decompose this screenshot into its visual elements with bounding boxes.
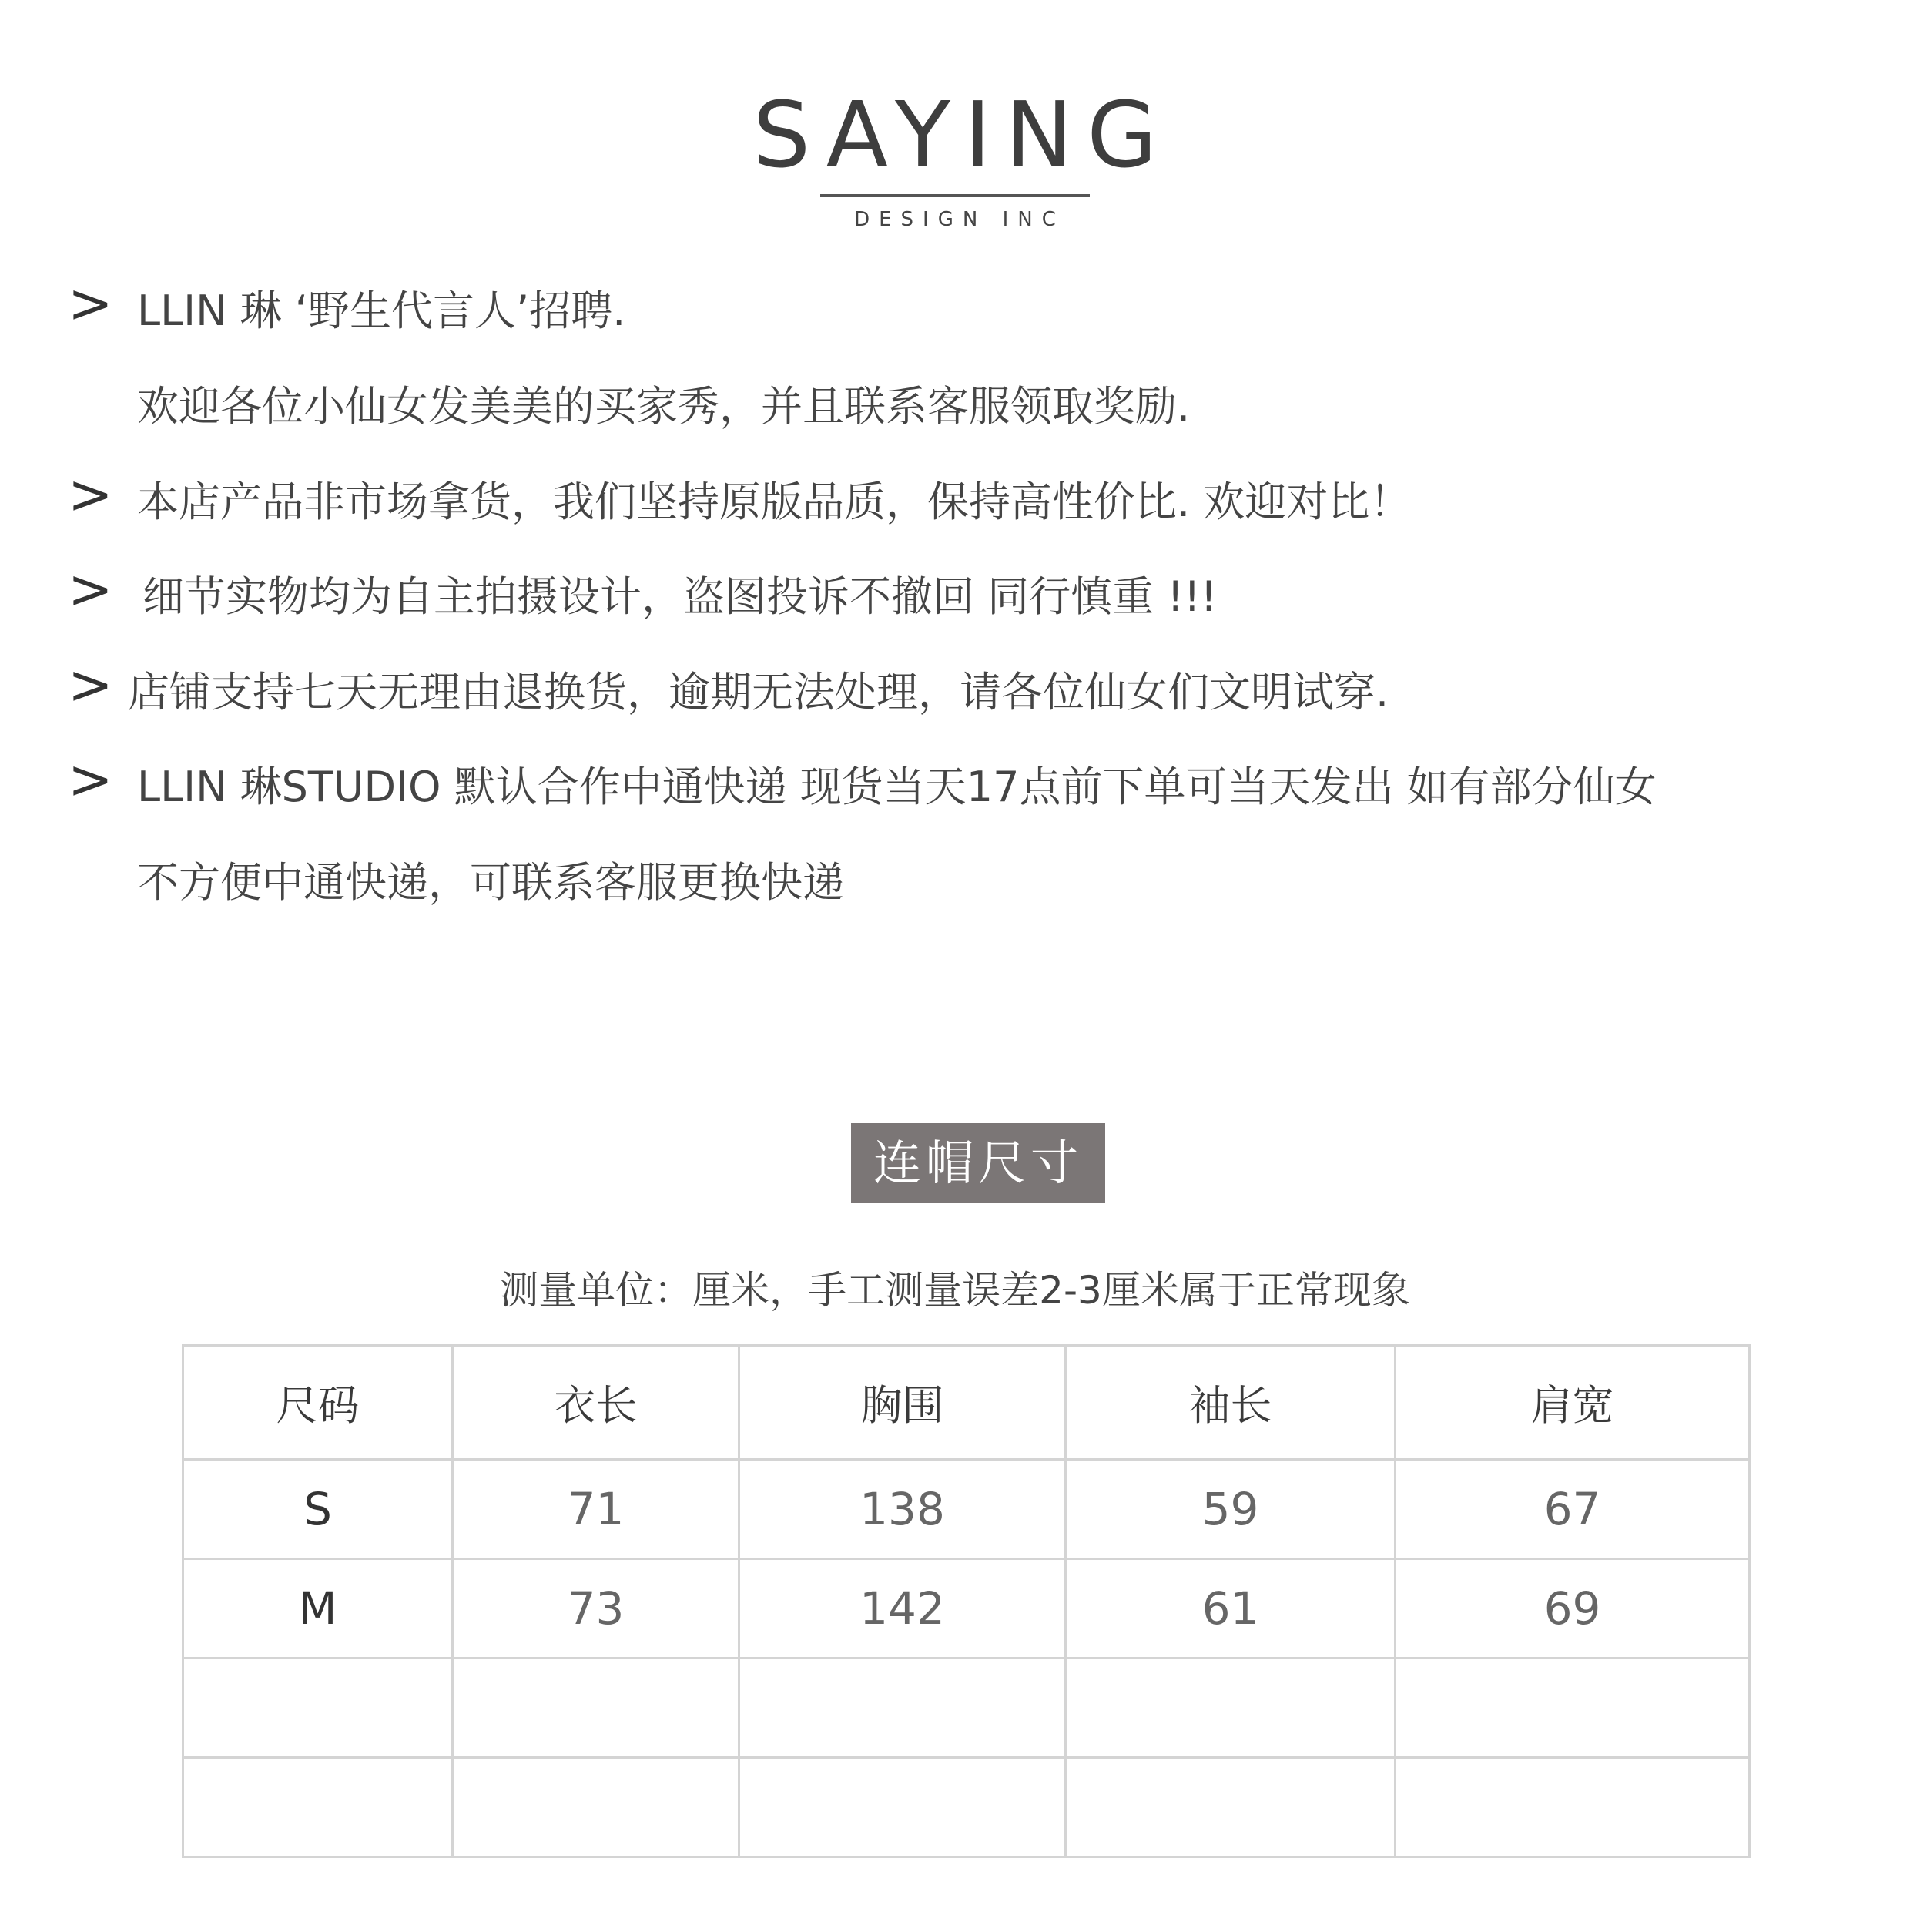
table-cell: 61 (1066, 1559, 1396, 1659)
table-cell (183, 1758, 453, 1857)
table-row (183, 1758, 1750, 1857)
notice-line: 欢迎各位小仙女发美美的买家秀，并且联系客服领取奖励. (137, 382, 1191, 431)
table-cell (183, 1659, 453, 1758)
chevron-right-icon: > (68, 748, 113, 811)
table-cell (739, 1659, 1066, 1758)
table-cell: 142 (739, 1559, 1066, 1659)
notice-line: 不方便中通快递，可联系客服更换快递 (137, 858, 844, 907)
size-chart-table (182, 1344, 1751, 1858)
brand-subtitle: DESIGN INC (854, 208, 1065, 231)
table-cell: 138 (739, 1460, 1066, 1559)
brand-name: SAYING (752, 82, 1171, 188)
brand-divider (820, 194, 1090, 197)
notice-line: LLIN 琳 ‘野生代言人’招聘. (137, 287, 626, 335)
table-cell (1066, 1758, 1396, 1857)
table-row (183, 1460, 1750, 1559)
brand-logo (0, 82, 1910, 231)
measurement-note: 测量单位：厘米，手工测量误差2-3厘米属于正常现象 (500, 1268, 1410, 1313)
table-cell: M (183, 1559, 453, 1659)
table-cell (453, 1758, 739, 1857)
notice-line: 店铺支持七天无理由退换货，逾期无法处理，请各位仙女们文明试穿. (128, 668, 1389, 716)
chevron-right-icon: > (68, 653, 113, 716)
column-header: 胸围 (739, 1346, 1066, 1460)
column-header: 肩宽 (1396, 1346, 1750, 1460)
table-cell: 67 (1396, 1460, 1750, 1559)
notice-line: LLIN 琳STUDIO 默认合作中通快递 现货当天17点前下单可当天发出 如有部分仙女 (137, 763, 1657, 811)
column-header: 尺码 (183, 1346, 453, 1460)
table-cell: S (183, 1460, 453, 1559)
table-cell: 69 (1396, 1559, 1750, 1659)
table-cell: 71 (453, 1460, 739, 1559)
table-row (183, 1559, 1750, 1659)
notice-line: 细节实物均为自主拍摄设计，盗图投诉不撤回 同行慎重 !!! (142, 572, 1218, 621)
table-cell (1066, 1659, 1396, 1758)
table-cell (739, 1758, 1066, 1857)
table-cell (453, 1659, 739, 1758)
table-header-row (183, 1346, 1750, 1460)
table-cell (1396, 1659, 1750, 1758)
column-header: 衣长 (453, 1346, 739, 1460)
chevron-right-icon: > (68, 272, 113, 335)
table-cell (1396, 1758, 1750, 1857)
notice-line: 本店产品非市场拿货，我们坚持原版品质，保持高性价比. 欢迎对比！ (137, 478, 1412, 526)
table-cell: 73 (453, 1559, 739, 1659)
chevron-right-icon: > (68, 463, 113, 526)
section-title-badge: 连帽尺寸 (851, 1123, 1105, 1203)
column-header: 袖长 (1066, 1346, 1396, 1460)
chevron-right-icon: > (68, 558, 113, 621)
table-row (183, 1659, 1750, 1758)
table-cell: 59 (1066, 1460, 1396, 1559)
